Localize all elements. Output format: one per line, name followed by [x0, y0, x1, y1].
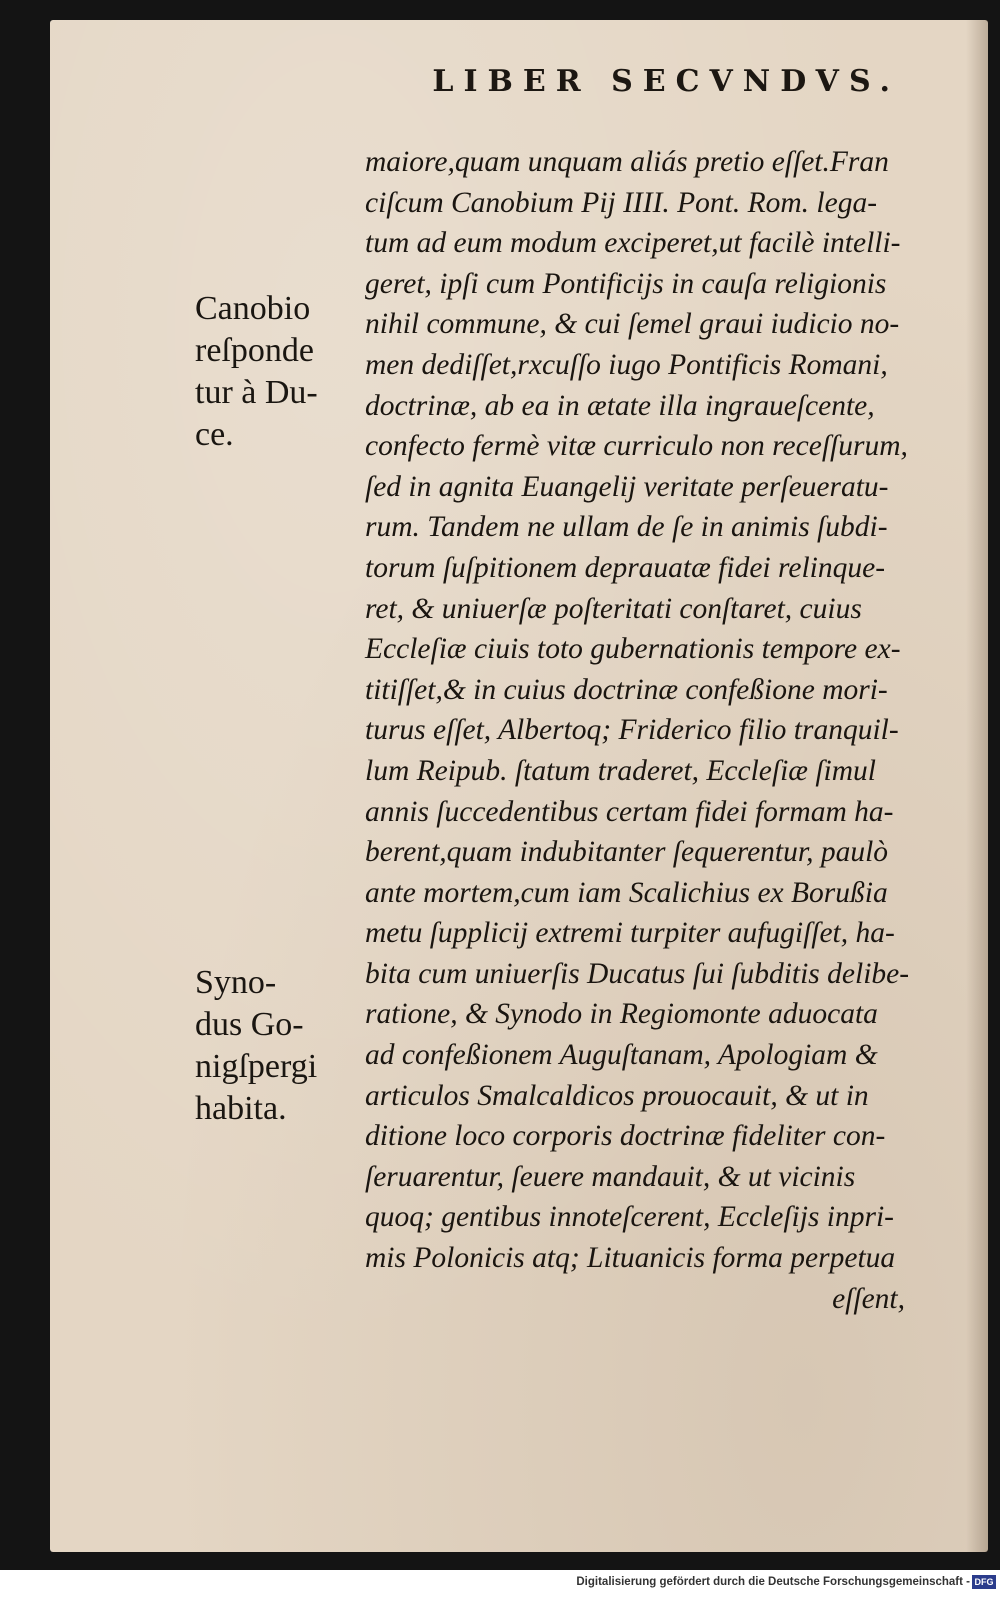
text-line: ſed in agnita Euangelij veritate perſeueratu- — [365, 470, 889, 503]
text-line: titiſſet,& in cuius doctrinæ confeßione mori- — [365, 673, 888, 706]
text-line: Eccleſiæ ciuis toto gubernationis tempore ex- — [365, 633, 901, 666]
marginal-note-synodus: Syno- dus Go- nigſpergi habita. — [195, 964, 318, 1127]
text-line: ſeruarentur, ſeuere mandauit, & ut vicinis — [365, 1160, 856, 1193]
text-line: ditione loco corporis doctrinæ fideliter con- — [365, 1120, 886, 1153]
text-line: turus eſſet, Albertoq; Friderico filio tranquil- — [365, 714, 899, 747]
text-line: berent,quam indubitanter ſequerentur, paulò — [365, 836, 889, 869]
text-line: ciſcum Canobium Pij IIII. Pont. Rom. lega- — [365, 186, 878, 219]
text-line: maiore,quam unquam aliás pretio eſſet.Fran — [365, 146, 889, 178]
digitization-footer — [0, 1570, 1000, 1597]
text-line: ad confeßionem Auguſtanam, Apologiam & — [365, 1039, 878, 1072]
text-line: tum ad eum modum exciperet,ut facilè intelli- — [365, 227, 901, 260]
text-line: mis Polonicis atq; Lituanicis forma perpetua — [365, 1242, 896, 1275]
text-line: articulos Smalcaldicos prouocauit, & ut in — [365, 1079, 869, 1112]
text-line: ante mortem,cum iam Scalichius ex Borußia — [365, 876, 888, 909]
text-line: rum. Tandem ne ullam de ſe in animis ſubdi- — [365, 511, 888, 544]
text-line: geret, ipſi cum Pontificijs in cauſa religionis — [365, 267, 887, 300]
text-line: quoq; gentibus innoteſcerent, Eccleſijs inpri- — [365, 1201, 894, 1234]
main-text-block — [365, 142, 955, 1319]
text-line: lum Reipub. ſtatum traderet, Eccleſiæ ſimul — [365, 754, 876, 787]
text-line: doctrinæ, ab ea in ætate illa ingraueſcente, — [365, 389, 875, 422]
marginal-note-canobio: Canobio reſponde tur à Du- ce. — [195, 290, 318, 453]
text-line: metu ſupplicij extremi turpiter aufugiſſet, ha- — [365, 917, 895, 950]
page-edge-shadow — [966, 20, 988, 1552]
text-line: bita cum uniuerſis Ducatus ſui ſubditis delibe- — [365, 957, 910, 990]
text-line: confecto fermè vitæ curriculo non receſſurum, — [365, 430, 908, 463]
text-line: torum ſuſpitionem deprauatæ fidei relinque- — [365, 551, 886, 584]
text-line: nihil commune, & cui ſemel graui iudicio no- — [365, 308, 900, 341]
text-line: men dediſſet,rxcuſſo iugo Pontificis Romani, — [365, 348, 888, 381]
text-line: eſſent, — [832, 1282, 905, 1315]
text-line: ratione, & Synodo in Regiomonte aduocata — [365, 998, 878, 1031]
dfg-logo: DFG — [972, 1575, 996, 1589]
dfg-credit-text: Digitalisierung gefördert durch die Deutsche Forschungsgemeinschaft - — [576, 1576, 970, 1588]
running-head: LIBER SECVNDVS. — [432, 64, 900, 99]
text-line: annis ſuccedentibus certam fidei formam ha- — [365, 795, 894, 828]
text-line: ret, & uniuerſæ poſteritati conſtaret, cuius — [365, 592, 862, 625]
